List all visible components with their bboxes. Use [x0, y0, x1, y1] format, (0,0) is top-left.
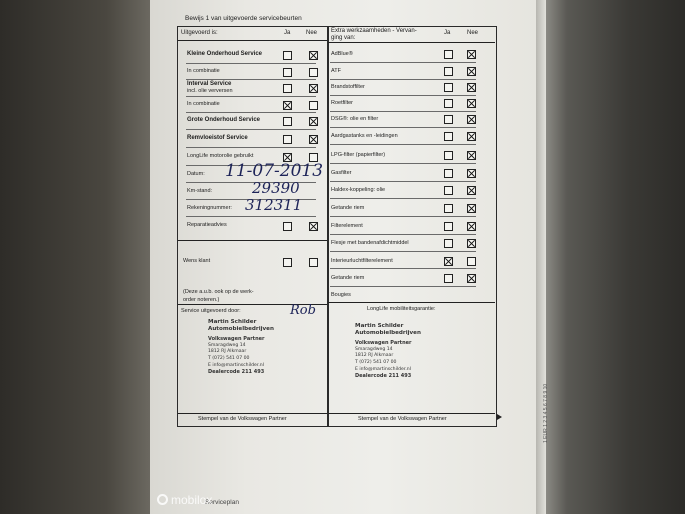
facing-page-text: 1 EUR 1 2 3 4 5 6 7 8 9 10 [543, 383, 549, 443]
right-row-ja-checkbox[interactable] [444, 83, 453, 92]
right-row-ja-checkbox[interactable] [444, 239, 453, 248]
stamp-caption-right: Stempel van de Volkswagen Partner [358, 416, 447, 422]
right-row-nee-checkbox[interactable] [467, 257, 476, 266]
left-col-ja: Ja [284, 30, 291, 36]
left-row-nee-checkbox[interactable] [309, 68, 318, 77]
left-row-label: Interval Service [187, 81, 232, 87]
datum-value[interactable]: 11-07-2013 [225, 161, 324, 181]
left-row-ja-checkbox[interactable] [283, 117, 292, 126]
reparatieadvies-ja-checkbox[interactable] [283, 222, 292, 231]
right-row-label: DSG®: olie en filter [331, 116, 379, 122]
datum-label: Datum: [187, 171, 205, 177]
left-row-ja-checkbox[interactable] [283, 101, 292, 110]
left-row-label: In combinatie [187, 68, 220, 74]
right-row-label: Roetfilter [331, 100, 354, 106]
left-header: Uitgevoerd is: [181, 30, 218, 36]
left-row-ja-checkbox[interactable] [283, 68, 292, 77]
document-title: Bewijs 1 van uitgevoerde servicebeurten [185, 15, 302, 22]
right-col-nee: Nee [467, 30, 479, 36]
right-row-nee-checkbox[interactable] [467, 169, 476, 178]
right-row-label: Flesje met bandenafdichtmiddel [331, 240, 409, 246]
right-row-label: Brandstoffilter [331, 84, 365, 90]
right-row-nee-checkbox[interactable] [467, 67, 476, 76]
right-row-nee-checkbox[interactable] [467, 274, 476, 283]
right-row-nee-checkbox[interactable] [467, 239, 476, 248]
reparatieadvies-nee-checkbox[interactable] [309, 222, 318, 231]
right-row-ja-checkbox[interactable] [444, 151, 453, 160]
right-row-ja-checkbox[interactable] [444, 115, 453, 124]
dealer-stamp-left: Martin Schilder Automobielbedrijven Volkswagen Partner Smaragdweg 14 1812 RJ Alkmaar T (072) 541 07 00 E info@martinschilder.nl Dealercode 211 493 [208, 319, 274, 376]
rekeningnummer-value[interactable]: 312311 [245, 196, 303, 214]
right-row-label: AdBlue® [331, 51, 353, 57]
footer-label: Serviceplan [205, 499, 239, 506]
right-row-nee-checkbox[interactable] [467, 115, 476, 124]
left-row-ja-checkbox[interactable] [283, 51, 292, 60]
right-row-label: ATF [331, 68, 341, 74]
right-row-ja-checkbox[interactable] [444, 257, 453, 266]
right-row-label: Haldex-koppeling: olie [331, 187, 386, 193]
right-row-nee-checkbox[interactable] [467, 204, 476, 213]
right-row-nee-checkbox[interactable] [467, 222, 476, 231]
left-row-nee-checkbox[interactable] [309, 84, 318, 93]
wens-klant-ja-checkbox[interactable] [283, 258, 292, 267]
right-row-label: Interieurluchtfilterelement [331, 258, 393, 264]
right-row-label: LPG-filter (papierfilter) [331, 152, 386, 158]
right-row-label: Getande riem [331, 275, 365, 281]
km-stand-label: Km-stand: [187, 188, 213, 194]
km-stand-value[interactable]: 29390 [252, 179, 300, 197]
left-row-label: In combinatie [187, 101, 220, 107]
mobilox-logo-icon [157, 494, 168, 505]
rekeningnummer-label: Rekeningnummer: [187, 205, 232, 211]
right-row-ja-checkbox[interactable] [444, 99, 453, 108]
right-row-nee-checkbox[interactable] [467, 132, 476, 141]
left-row-label: Kleine Onderhoud Service [187, 51, 263, 57]
right-header: Extra werkzaamheden - Vervan- ging van: [331, 28, 417, 41]
right-row-label: Filterelement [331, 223, 363, 229]
right-row-label: Gasfilter [331, 170, 352, 176]
background-right [546, 0, 685, 514]
left-row-label: Remvloeistof Service [187, 135, 248, 141]
note-text: (Deze a.u.b. ook op de werk- order noteren.) [183, 289, 254, 303]
right-row-ja-checkbox[interactable] [444, 222, 453, 231]
right-row-ja-checkbox[interactable] [444, 132, 453, 141]
wens-klant-label: Wens klant [183, 258, 211, 264]
right-col-ja: Ja [444, 30, 451, 36]
right-row-ja-checkbox[interactable] [444, 169, 453, 178]
right-row-ja-checkbox[interactable] [444, 204, 453, 213]
left-row-nee-checkbox[interactable] [309, 135, 318, 144]
right-row-label: Aardgastanks en -leidingen [331, 133, 398, 139]
signature: Rob [290, 303, 316, 318]
left-row-nee-checkbox[interactable] [309, 101, 318, 110]
left-col-nee: Nee [306, 30, 318, 36]
left-row-ja-checkbox[interactable] [283, 135, 292, 144]
stamp-caption-left: Stempel van de Volkswagen Partner [198, 416, 287, 422]
service-uitgevoerd-label: Service uitgevoerd door: [181, 308, 241, 314]
right-row-ja-checkbox[interactable] [444, 50, 453, 59]
left-row-label: Grote Onderhoud Service [187, 117, 261, 123]
left-row-nee-checkbox[interactable] [309, 117, 318, 126]
right-row-nee-checkbox[interactable] [467, 186, 476, 195]
right-row-ja-checkbox[interactable] [444, 274, 453, 283]
watermark: mobilox [157, 493, 212, 507]
right-row-ja-checkbox[interactable] [444, 186, 453, 195]
mobiliteit-label: LongLife mobiliteitsgarantie: [367, 306, 436, 312]
dealer-stamp-right: Martin Schilder Automobielbedrijven Volkswagen Partner Smaragdweg 14 1812 RJ Alkmaar T (072) 541 07 00 E info@martinschilder.nl Dealercode 211 493 [355, 323, 421, 380]
right-row-label: Bougies [331, 292, 351, 298]
right-row-nee-checkbox[interactable] [467, 99, 476, 108]
right-row-nee-checkbox[interactable] [467, 151, 476, 160]
left-row-ja-checkbox[interactable] [283, 84, 292, 93]
right-row-nee-checkbox[interactable] [467, 50, 476, 59]
right-row-ja-checkbox[interactable] [444, 67, 453, 76]
background-left [0, 0, 152, 514]
right-row-label: Getande riem [331, 205, 365, 211]
left-row-nee-checkbox[interactable] [309, 51, 318, 60]
right-row-nee-checkbox[interactable] [467, 83, 476, 92]
reparatieadvies-label: Reparatieadvies [187, 222, 227, 228]
left-row-label: LongLife motorolie gebruikt [187, 153, 254, 159]
next-arrow-icon [497, 414, 502, 420]
wens-klant-nee-checkbox[interactable] [309, 258, 318, 267]
left-row-sublabel: incl. olie verversen [187, 88, 233, 94]
